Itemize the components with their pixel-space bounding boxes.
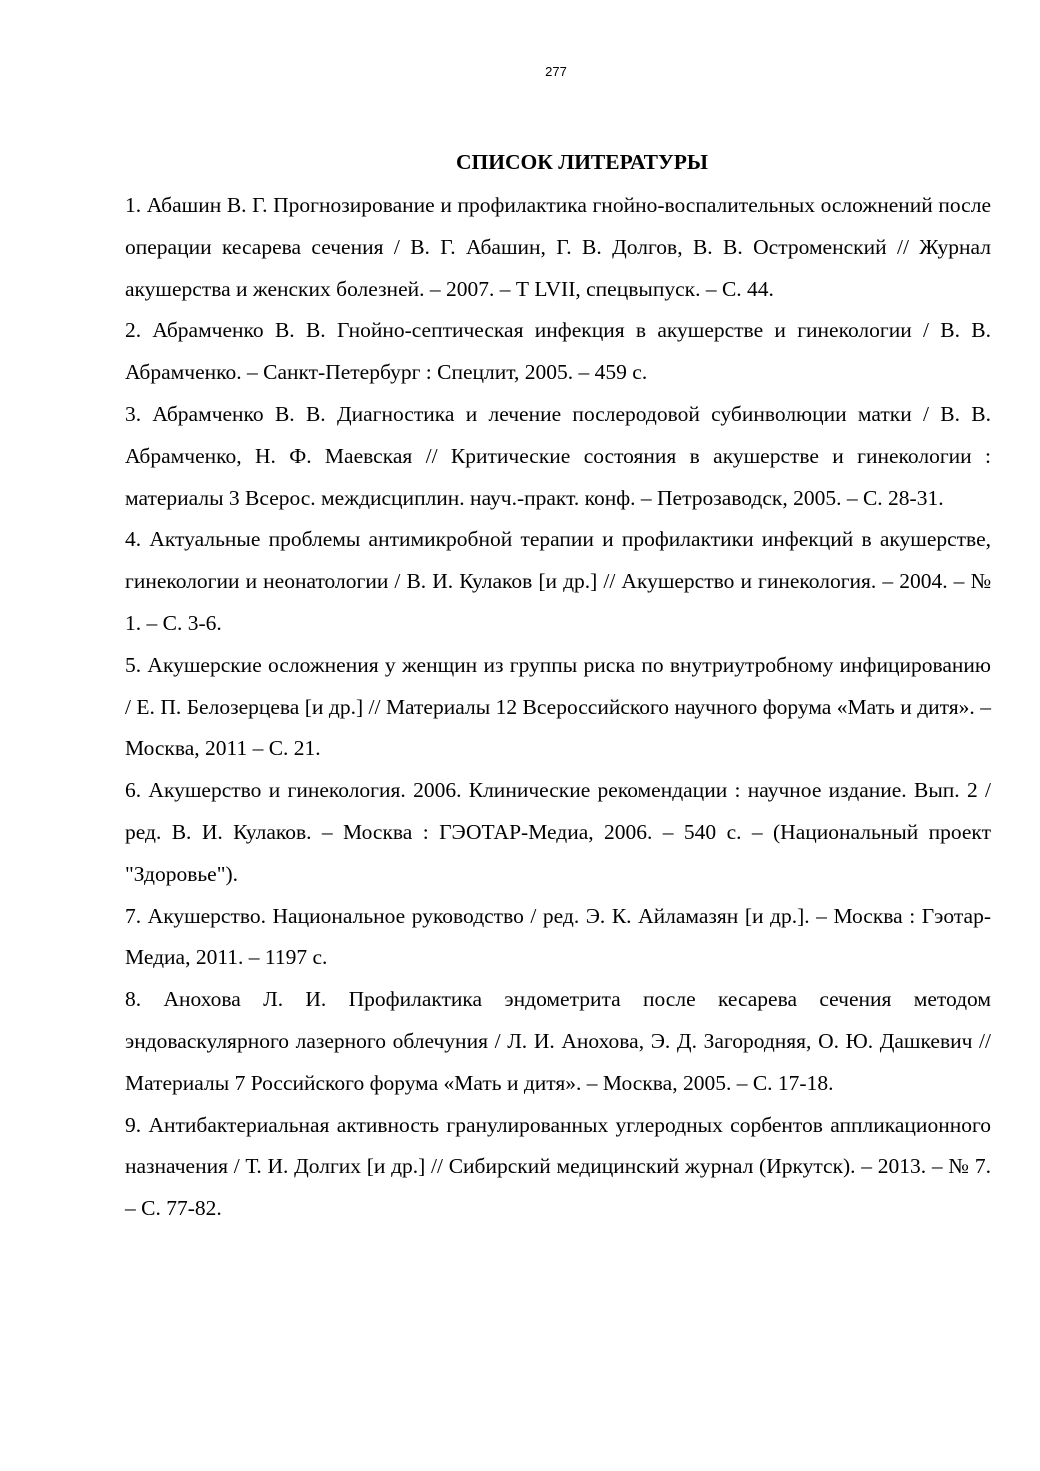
reference-item-6: 6. Акушерство и гинекология. 2006. Клинические рекомендации : научное издание. Вып. 2 / ред. В. И. Кулаков. – Москва : ГЭОТАР-Медиа, 2006. – 540 с. – (Национальный проект "Здоровье"). (125, 778, 991, 886)
page-title: СПИСОК ЛИТЕРАТУРЫ (456, 150, 708, 174)
reference-item-7: 7. Акушерство. Национальное руководство / ред. Э. К. Айламазян [и др.]. – Москва : Гэотар-Медиа, 2011. – 1197 с. (125, 903, 991, 970)
reference-item-8: 8. Анохова Л. И. Профилактика эндометрита после кесарева сечения методом эндоваскулярного лазерного облечуния / Л. И. Анохова, Э. Д. Загородняя, О. Ю. Дашкевич // Материалы 7 Российского форума «Мать и дитя». – Москва, 2005. – С. 17-18. (125, 987, 991, 1095)
reference-item-4: 4. Актуальные проблемы антимикробной терапии и профилактики инфекций в акушерстве, гинекологии и неонатологии / В. И. Кулаков [и др.] // Акушерство и гинекология. – 2004. – № 1. – С. 3-6. (125, 527, 991, 635)
page-number: 277 (545, 64, 567, 79)
reference-item-9: 9. Антибактериальная активность гранулированных углеродных сорбентов аппликационного назначения / Т. И. Долгих [и др.] // Сибирский медицинский журнал (Иркутск). – 2013. – № 7. – С. 77-82. (125, 1112, 991, 1221)
reference-list (125, 185, 991, 1230)
reference-item-5: 5. Акушерские осложнения у женщин из группы риска по внутриутробному инфицированию / Е. П. Белозерцева [и др.] // Материалы 12 Всероссийского научного форума «Мать и дитя». – Москва, 2011 – С. 21. (125, 652, 991, 761)
reference-item-2: 2. Абрамченко В. В. Гнойно-септическая инфекция в акушерстве и гинекологии / В. В. Абрамченко. – Санкт-Петербург : Спецлит, 2005. – 459 с. (125, 318, 991, 385)
reference-item-1: 1. Абашин В. Г. Прогнозирование и профилактика гнойно-воспалительных осложнений после операции кесарева сечения / В. Г. Абашин, Г. В. Долгов, В. В. Остроменский // Журнал акушерства и женских болезней. – 2007. – Т LVII, спецвыпуск. – С. 44. (125, 193, 991, 301)
reference-item-3: 3. Абрамченко В. В. Диагностика и лечение послеродовой субинволюции матки / В. В. Абрамченко, Н. Ф. Маевская // Критические состояния в акушерстве и гинекологии : материалы 3 Всерос. междисциплин. науч.-практ. конф. – Петрозаводск, 2005. – С. 28-31. (125, 401, 991, 510)
